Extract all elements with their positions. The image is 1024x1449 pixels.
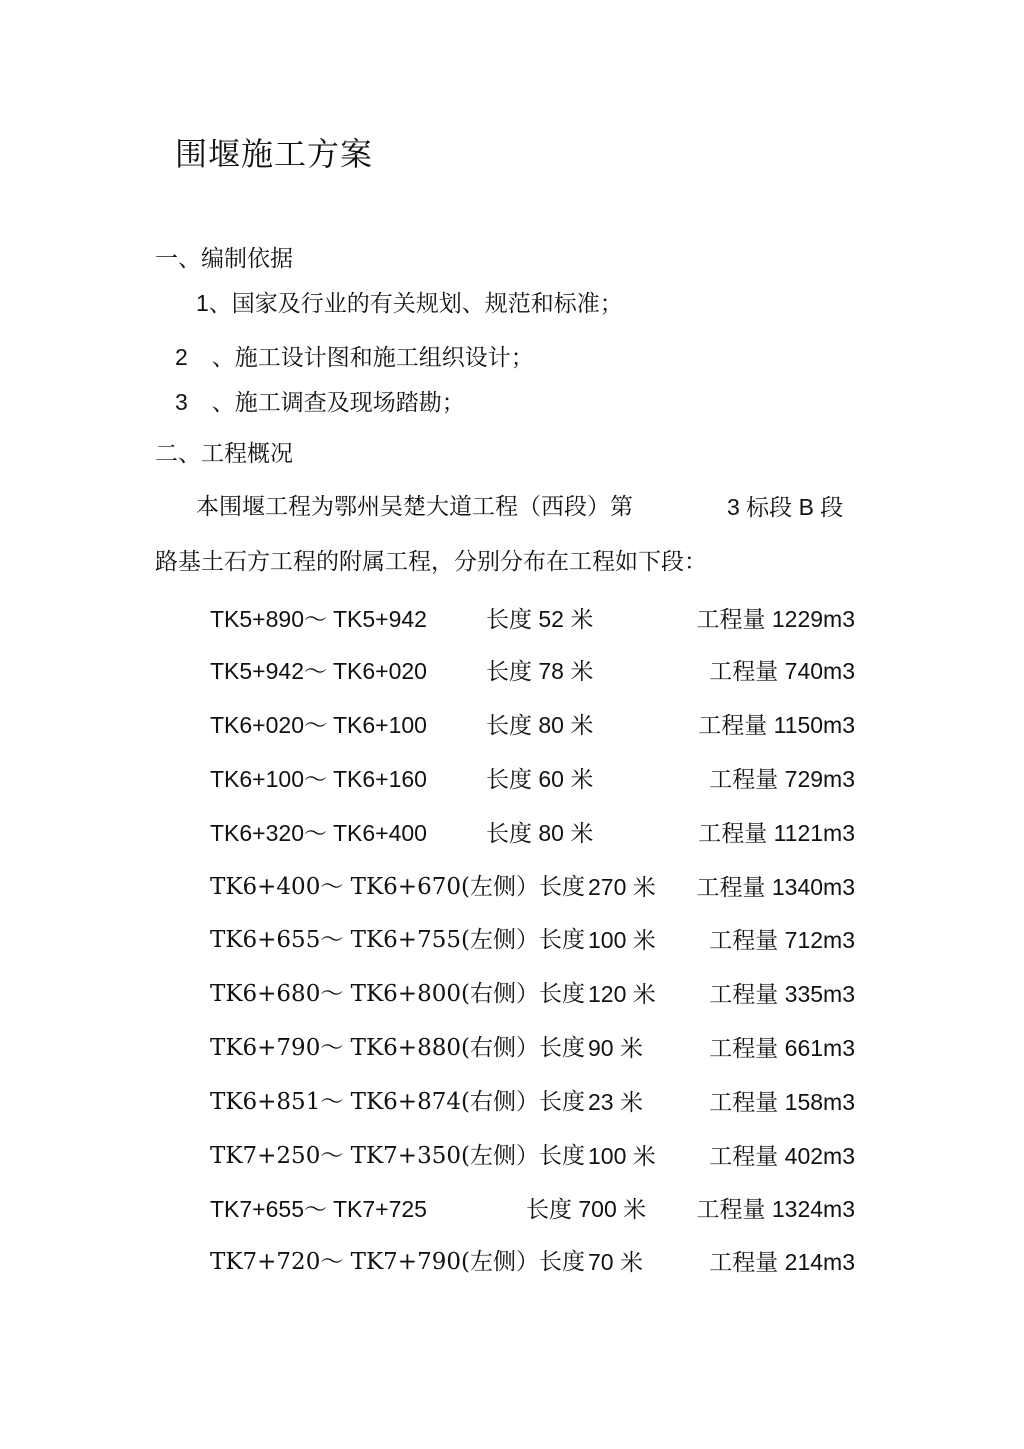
basis-item-text: 、国家及行业的有关规划、规范和标准；	[208, 291, 623, 317]
segment-length: 长度 60 米	[486, 766, 594, 792]
segment-row	[210, 608, 855, 638]
overview-paragraph-line-1b	[727, 496, 843, 520]
segment-length: 长度 78 米	[486, 658, 594, 684]
basis-item-text: 、施工调查及现场踏勘；	[211, 390, 465, 416]
segment-range: TK5+890～ TK5+942	[210, 606, 427, 632]
segment-range: TK6+680～ TK6+800(右侧）长度	[210, 981, 585, 1007]
segment-range: TK6+790～ TK6+880(右侧）长度	[210, 1035, 585, 1061]
segment-volume: 工程量 1340m3	[696, 874, 855, 900]
basis-item-text: 、施工设计图和施工组织设计；	[211, 345, 534, 371]
segment-length: 90 米	[588, 1035, 643, 1061]
segment-length: 120 米	[588, 981, 656, 1007]
segment-volume: 工程量 740m3	[709, 658, 855, 684]
segment-volume: 工程量 1324m3	[696, 1196, 855, 1222]
basis-item-number: 2	[175, 344, 188, 370]
segment-length: 长度 80 米	[486, 820, 594, 846]
section-heading-basis: 一、编制依据	[155, 246, 293, 272]
section-heading-overview: 二、工程概况	[155, 441, 293, 467]
segment-volume: 工程量 1229m3	[696, 606, 855, 632]
segment-row	[210, 1145, 855, 1175]
segment-length: 长度 80 米	[486, 712, 594, 738]
page-title: 围堰施工方案	[175, 135, 374, 173]
segment-volume: 工程量 402m3	[709, 1143, 855, 1169]
basis-item-number: 3	[175, 389, 188, 415]
basis-item-number: 1	[196, 290, 209, 316]
segment-row	[210, 876, 855, 906]
segment-length: 70 米	[588, 1249, 643, 1275]
segment-range: TK6+655～ TK6+755(左侧）长度	[210, 927, 585, 953]
segment-row	[210, 1037, 855, 1067]
segment-row	[210, 714, 855, 744]
segment-length: 长度 52 米	[486, 606, 594, 632]
segment-length: 270 米	[588, 874, 656, 900]
segment-row	[210, 1091, 855, 1121]
segment-volume: 工程量 1150m3	[698, 712, 855, 738]
segment-volume: 工程量 214m3	[709, 1249, 855, 1275]
segment-range: TK7+655～ TK7+725	[210, 1196, 427, 1222]
overview-paragraph-line-1a: 本围堰工程为鄂州吴楚大道工程（西段）第	[196, 494, 633, 520]
segment-range: TK7+250～ TK7+350(左侧）长度	[210, 1143, 585, 1169]
basis-item-2	[175, 346, 534, 370]
segment-volume: 工程量 661m3	[709, 1035, 855, 1061]
segment-row	[210, 1198, 855, 1228]
segment-length: 长度 700 米	[526, 1196, 647, 1222]
segment-volume: 工程量 335m3	[709, 981, 855, 1007]
segment-volume: 工程量 729m3	[709, 766, 855, 792]
segment-range: TK6+020～ TK6+100	[210, 712, 427, 738]
segment-length: 100 米	[588, 927, 656, 953]
segment-range: TK7+720～ TK7+790(左侧）长度	[210, 1249, 585, 1275]
segment-range: TK6+100～ TK6+160	[210, 766, 427, 792]
segment-row	[210, 822, 855, 852]
basis-item-1	[196, 292, 623, 316]
segment-range: TK5+942～ TK6+020	[210, 658, 427, 684]
overview-paragraph-line-2: 路基土石方工程的附属工程，分别分布在工程如下段：	[155, 549, 707, 575]
segment-length: 100 米	[588, 1143, 656, 1169]
overview-paragraph-section: 3 标段 B 段	[727, 494, 844, 520]
segment-row	[210, 1251, 855, 1281]
segment-row	[210, 983, 855, 1013]
segment-volume: 工程量 712m3	[709, 927, 855, 953]
segment-row	[210, 660, 855, 690]
segment-row	[210, 929, 855, 959]
segment-range: TK6+400～ TK6+670(左侧）长度	[210, 874, 585, 900]
segment-volume: 工程量 1121m3	[698, 820, 855, 846]
segment-volume: 工程量 158m3	[709, 1089, 855, 1115]
segment-length: 23 米	[588, 1089, 643, 1115]
segment-range: TK6+851～ TK6+874(右侧）长度	[210, 1089, 585, 1115]
segment-range: TK6+320～ TK6+400	[210, 820, 427, 846]
segment-row	[210, 768, 855, 798]
basis-item-3	[175, 391, 465, 415]
